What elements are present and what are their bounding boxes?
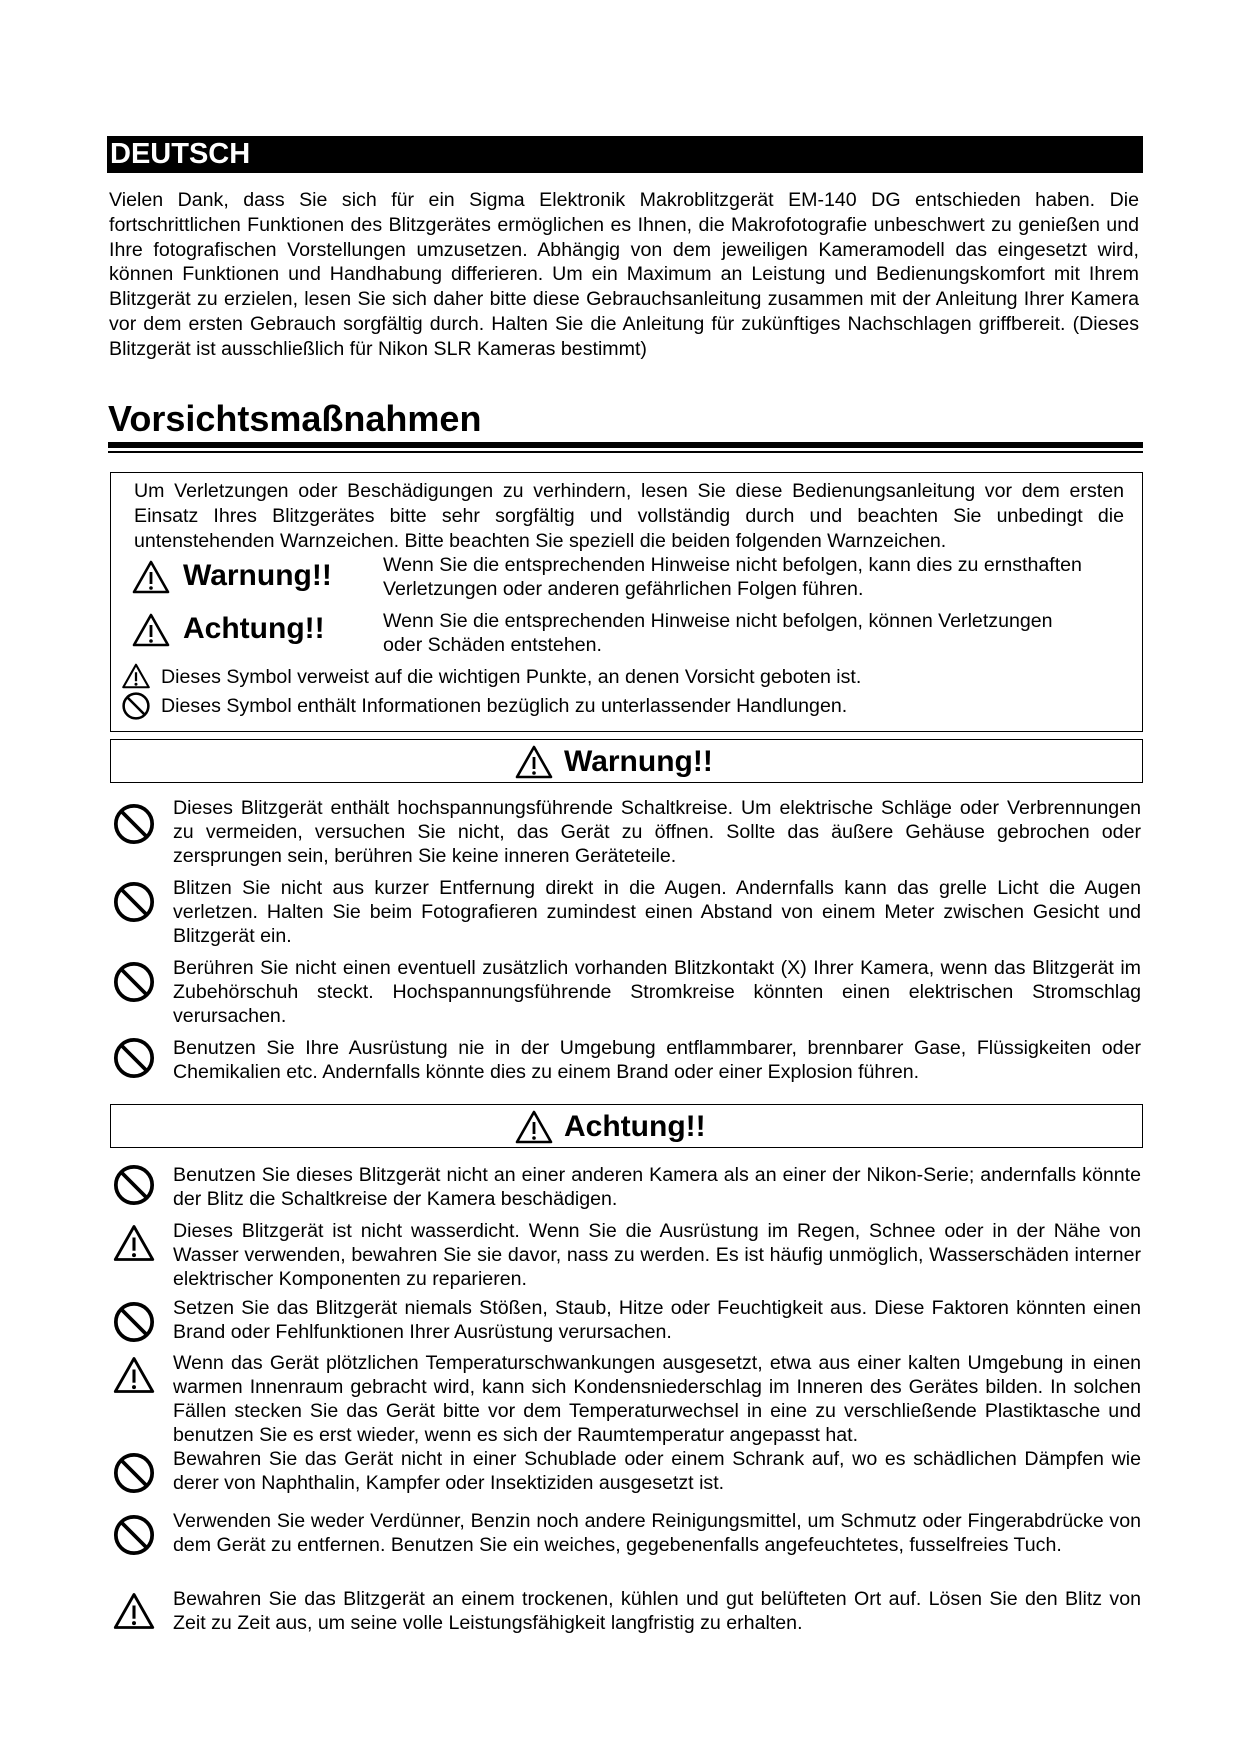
prohibited-icon [112, 1513, 156, 1557]
caution-item: Bewahren Sie das Gerät nicht in einer Schublade oder einem Schrank auf, wo es schädlichen Dämpfen wie derer von Naphthalin, Kampfer oder Insektiziden ausgesetzt ist. [173, 1448, 1141, 1494]
warning-signal-description: Wenn Sie die entsprechenden Hinweise nicht befolgen, kann dies zu ernsthaften Verletzungen oder anderen gefährlichen Folgen führen. [383, 554, 1082, 600]
title-rule-thin [108, 451, 1143, 453]
caution-heading: Achtung!! [564, 1110, 706, 1143]
prohibited-icon [112, 1451, 156, 1495]
caution-item: Wenn das Gerät plötzlichen Temperaturschwankungen ausgesetzt, etwa aus einer kalten Umgebung in einen warmen Innenraum gebracht wird, kann sich Kondensniederschlag im Inneren des Gerätes bilden. In solchen Fällen stecken Sie das Gerät bitte vor dem Temperaturwechsel in eine zu verschließende Plastiktasche und benutzen Sie es erst wieder, wenn es sich der Raumtemperatur angepasst hat. [173, 1352, 1141, 1446]
warning-item: Benutzen Sie Ihre Ausrüstung nie in der Umgebung entflammbarer, brennbarer Gase, Flüssigkeiten oder Chemikalien etc. Andernfalls könnte dies zu einem Brand oder einer Explosion führen. [173, 1037, 1141, 1083]
caution-triangle-icon [112, 1591, 156, 1631]
prohibited-icon [112, 960, 156, 1004]
section-title: Vorsichtsmaßnahmen [108, 398, 482, 439]
warning-item: Berühren Sie nicht einen eventuell zusätzlich vorhanden Blitzkontakt (X) Ihrer Kamera, wenn das Blitzgerät im Zubehörschuh steckt. Hochspannungsführende Stromkreise könnten einen elektrischen Stromschlag verursachen. [173, 957, 1141, 1027]
caution-heading-box [110, 1104, 1143, 1148]
caution-triangle-icon [121, 662, 151, 690]
title-rule-thick [108, 442, 1143, 448]
prohibited-icon [121, 691, 151, 721]
warning-signal-label: Warnung!! [183, 559, 332, 592]
caution-signal-label: Achtung!! [183, 612, 325, 645]
warning-triangle-icon [131, 559, 171, 595]
warning-triangle-icon [514, 744, 554, 780]
warning-item: Dieses Blitzgerät enthält hochspannungsführende Schaltkreise. Um elektrische Schläge oder Verbrennungen zu vermeiden, versuchen Sie nicht, das Gerät zu öffnen. Sollte das äußere Gehäuse gebrochen oder zersprungen sein, berühren Sie keine inneren Geräteteile. [173, 797, 1141, 867]
prohibited-icon [112, 802, 156, 846]
caution-triangle-icon [131, 612, 171, 648]
prohibited-icon [112, 1300, 156, 1344]
caution-item: Benutzen Sie dieses Blitzgerät nicht an einer anderen Kamera als an einer der Nikon-Serie; andernfalls könnte der Blitz die Schaltkreise der Kamera beschädigen. [173, 1164, 1141, 1210]
warning-item: Blitzen Sie nicht aus kurzer Entfernung direkt in die Augen. Andernfalls kann das grelle Licht die Augen verletzen. Halten Sie beim Fotografieren zumindest einen Abstand von einem Meter zwischen Gesicht und Blitzgerät ein. [173, 877, 1141, 947]
legend-prohibited-text: Dieses Symbol enthält Informationen bezüglich zu unterlassender Handlungen. [161, 695, 848, 717]
caution-triangle-icon [112, 1223, 156, 1263]
caution-triangle-icon [112, 1355, 156, 1395]
language-header: DEUTSCH [107, 136, 1143, 173]
intro-paragraph: Vielen Dank, dass Sie sich für ein Sigma Elektronik Makroblitzgerät EM-140 DG entschieden haben. Die fortschrittlichen Funktionen des Blitzgerätes ermöglichen es Ihnen, die Makrofotografie unbeschwert zu genießen und Ihre fotografischen Vorstellungen umzusetzen. Abhängig von dem jeweiligen Kameramodell das eingesetzt wird, können Funktionen und Handhabung differieren. Um ein Maximum an Leistung und Bedienungskomfort mit Ihrem Blitzgerät zu erzielen, lesen Sie sich daher bitte diese Gebrauchsanleitung zusammen mit der Anleitung Ihrer Kamera vor dem ersten Gebrauch sorgfältig durch. Halten Sie die Anleitung für zukünftiges Nachschlagen griffbereit. (Dieses Blitzgerät ist ausschließlich für Nikon SLR Kameras bestimmt) [109, 189, 1139, 360]
caution-item: Setzen Sie das Blitzgerät niemals Stößen, Staub, Hitze oder Feuchtigkeit aus. Diese Faktoren könnten einen Brand oder Fehlfunktionen Ihrer Ausrüstung verursachen. [173, 1297, 1141, 1343]
prohibited-icon [112, 880, 156, 924]
prohibited-icon [112, 1036, 156, 1080]
caution-triangle-icon [514, 1109, 554, 1145]
symbol-legend-box [110, 472, 1143, 732]
legend-intro: Um Verletzungen oder Beschädigungen zu verhindern, lesen Sie diese Bedienungsanleitung vor dem ersten Einsatz Ihres Blitzgerätes bitte sehr sorgfältig und vollständig durch und beachten Sie unbedingt die untenstehenden Warnzeichen. Bitte beachten Sie speziell die beiden folgenden Warnzeichen. [134, 480, 1124, 552]
caution-item: Dieses Blitzgerät ist nicht wasserdicht. Wenn Sie die Ausrüstung im Regen, Schnee oder in der Nähe von Wasser verwenden, bewahren Sie sie davor, nass zu werden. Es ist häufig unmöglich, Wasserschäden interner elektrischer Komponenten zu reparieren. [173, 1220, 1141, 1290]
warning-heading-box [110, 739, 1143, 783]
prohibited-icon [112, 1163, 156, 1207]
caution-item: Verwenden Sie weder Verdünner, Benzin noch andere Reinigungsmittel, um Schmutz oder Fingerabdrücke von dem Gerät zu entfernen. Benutzen Sie ein weiches, gegebenenfalls angefeuchtetes, fusselfreies Tuch. [173, 1510, 1141, 1556]
caution-item: Bewahren Sie das Blitzgerät an einem trockenen, kühlen und gut belüfteten Ort auf. Lösen Sie den Blitz von Zeit zu Zeit aus, um seine volle Leistungsfähigkeit langfristig zu erhalten. [173, 1588, 1141, 1634]
legend-triangle-text: Dieses Symbol verweist auf die wichtigen Punkte, an denen Vorsicht geboten ist. [161, 666, 862, 688]
warning-heading: Warnung!! [564, 745, 713, 778]
caution-signal-description: Wenn Sie die entsprechenden Hinweise nicht befolgen, können Verletzungen oder Schäden entstehen. [383, 610, 1053, 656]
